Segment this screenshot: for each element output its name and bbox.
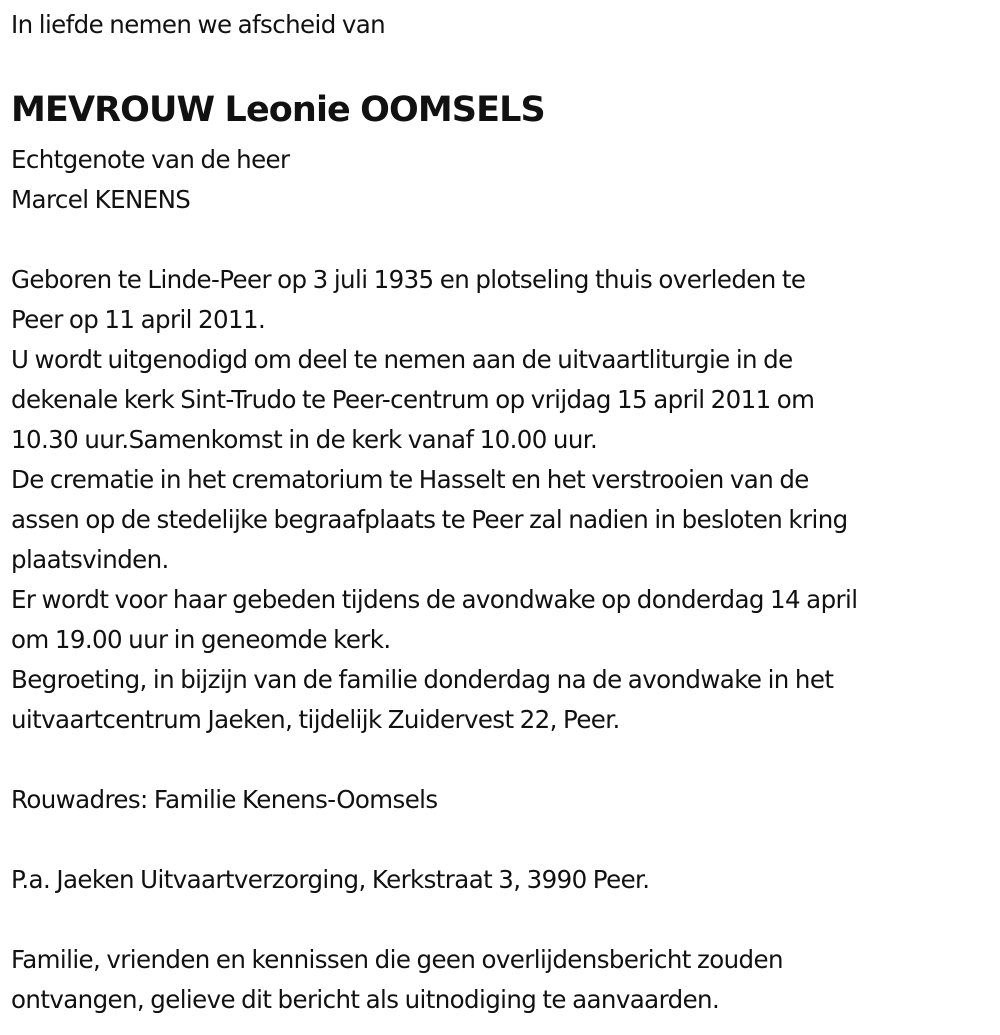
details-line: U wordt uitgenodigd om deel te nemen aan de uitvaartliturgie in de: [11, 345, 793, 374]
closing-line: Familie, vrienden en kennissen die geen overlijdensbericht zouden: [11, 945, 783, 974]
details-block: [11, 260, 1000, 740]
spacer: [11, 220, 1000, 260]
spouse-name: Marcel KENENS: [11, 185, 191, 214]
details-line: Geboren te Linde-Peer op 3 juli 1935 en plotseling thuis overleden te: [11, 265, 806, 294]
details-line: assen op de stedelijke begraafplaats te Peer zal nadien in besloten kring: [11, 505, 848, 534]
details-line: dekenale kerk Sint-Trudo te Peer-centrum op vrijdag 15 april 2011 om: [11, 385, 815, 414]
spouse-line: Echtgenote van de heer: [11, 145, 290, 174]
mourning-address: Rouwadres: Familie Kenens-Oomsels: [11, 785, 438, 814]
funeral-home-address: P.a. Jaeken Uitvaartverzorging, Kerkstraat 3, 3990 Peer.: [11, 865, 650, 894]
obituary-notice: [0, 5, 1000, 1020]
spacer: [11, 740, 1000, 780]
details-line: plaatsvinden.: [11, 545, 169, 574]
details-line: 10.30 uur.Samenkomst in de kerk vanaf 10.00 uur.: [11, 425, 598, 454]
spouse-block: [11, 140, 1000, 220]
spacer: [11, 900, 1000, 940]
spacer: [11, 820, 1000, 860]
details-line: Begroeting, in bijzijn van de familie donderdag na de avondwake in het: [11, 665, 834, 694]
details-line: uitvaartcentrum Jaeken, tijdelijk Zuidervest 22, Peer.: [11, 705, 620, 734]
intro-text: In liefde nemen we afscheid van: [11, 10, 386, 39]
details-line: om 19.00 uur in geneomde kerk.: [11, 625, 391, 654]
details-line: Peer op 11 april 2011.: [11, 305, 266, 334]
closing-block: [11, 940, 1000, 1020]
details-line: De crematie in het crematorium te Hasselt en het verstrooien van de: [11, 465, 809, 494]
closing-line: ontvangen, gelieve dit bericht als uitnodiging te aanvaarden.: [11, 985, 720, 1014]
deceased-name: MEVROUW Leonie OOMSELS: [11, 90, 545, 130]
details-line: Er wordt voor haar gebeden tijdens de avondwake op donderdag 14 april: [11, 585, 858, 614]
